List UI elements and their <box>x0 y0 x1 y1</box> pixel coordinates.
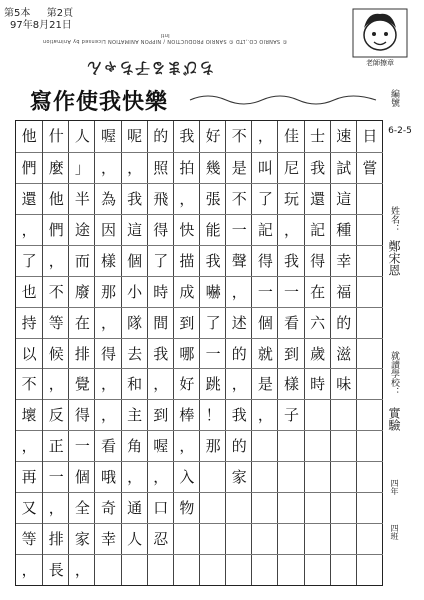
title-flourish <box>188 92 378 106</box>
grid-cell <box>200 492 226 524</box>
grid-cell: 照 <box>148 152 174 184</box>
grid-cell <box>174 554 200 586</box>
name-label: 姓名： <box>389 205 399 233</box>
grid-cell <box>200 554 226 586</box>
school-label: 就讀學校： <box>389 350 399 396</box>
grid-cell: 全 <box>69 492 95 524</box>
grid-cell: 半 <box>69 183 95 215</box>
grid-cell: 一 <box>226 214 252 246</box>
grid-cell: ， <box>69 554 95 586</box>
grid-cell: 就 <box>252 338 278 370</box>
grid-cell <box>357 368 383 400</box>
grid-cell: 了 <box>148 245 174 277</box>
grid-cell: 我 <box>179 127 195 145</box>
grid-cell: 佳 <box>283 127 299 145</box>
grid-cell: ， <box>95 368 121 400</box>
class-label: 四班 <box>390 524 399 540</box>
copyright-line: © SANRIO CO.,LTD © SANRIO PRODUCTION / NIPPON ANIMATION Licensed by Animation Intl <box>42 32 288 44</box>
grid-cell: 了 <box>16 245 42 277</box>
grid-cell <box>278 554 304 586</box>
grid-cell: 奇 <box>95 492 121 524</box>
grid-cell <box>278 430 304 462</box>
grid-column <box>16 121 42 585</box>
grid-cell <box>331 430 357 462</box>
grid-cell: ， <box>16 430 42 462</box>
grid-cell <box>331 554 357 586</box>
grid-cell: 我 <box>278 245 304 277</box>
grid-cell: 又 <box>16 492 42 524</box>
grid-cell: 在 <box>69 307 95 339</box>
grid-cell: 的 <box>331 307 357 339</box>
grid-column <box>94 121 121 585</box>
grid-cell: 一 <box>200 338 226 370</box>
grid-cell: 個 <box>252 307 278 339</box>
grid-cell: 速 <box>336 127 352 145</box>
grid-cell: 不 <box>43 276 69 308</box>
grid-cell: ， <box>226 276 252 308</box>
grid-cell: 候 <box>43 338 69 370</box>
grid-cell: 我 <box>305 152 331 184</box>
grid-column <box>121 121 148 585</box>
grid-cell: 好 <box>205 127 221 145</box>
grid-cell <box>278 461 304 493</box>
grid-cell: 嘗 <box>357 152 383 184</box>
cartoon-face-icon <box>352 8 408 58</box>
grid-cell <box>357 523 383 555</box>
grid-cell: 喔 <box>148 430 174 462</box>
grid-cell: 味 <box>331 368 357 400</box>
grid-cell: 時 <box>305 368 331 400</box>
grid-cell: 歲 <box>305 338 331 370</box>
grid-cell: 人 <box>122 523 148 555</box>
grid-cell: 棒 <box>174 399 200 431</box>
grid-cell: 幸 <box>95 523 121 555</box>
grid-cell: 得 <box>252 245 278 277</box>
grid-cell: 時 <box>148 276 174 308</box>
grid-cell: 家 <box>226 461 252 493</box>
grid-cell <box>252 461 278 493</box>
grid-cell: 樣 <box>278 368 304 400</box>
grid-cell: 也 <box>16 276 42 308</box>
grid-cell <box>305 461 331 493</box>
grid-cell: 通 <box>122 492 148 524</box>
grid-cell: ， <box>226 368 252 400</box>
serial-number: 6-2-5 <box>388 126 412 136</box>
grid-cell <box>122 554 148 586</box>
grid-cell: 玩 <box>278 183 304 215</box>
grid-cell <box>357 307 383 339</box>
grid-cell: 飛 <box>148 183 174 215</box>
grid-cell <box>331 523 357 555</box>
grid-cell: 種 <box>331 214 357 246</box>
grid-cell: 六 <box>305 307 331 339</box>
grid-cell: 得 <box>95 338 121 370</box>
grid-cell: 拍 <box>174 152 200 184</box>
grid-cell <box>200 461 226 493</box>
grid-cell: ， <box>95 399 121 431</box>
grid-cell: ， <box>278 214 304 246</box>
grade-label: 四年 <box>390 479 399 495</box>
grid-cell <box>357 183 383 215</box>
student-name: 鄭宋恩 <box>387 240 401 276</box>
grid-cell: 這 <box>331 183 357 215</box>
grid-cell: ！ <box>200 399 226 431</box>
grid-cell: ， <box>16 554 42 586</box>
grid-cell: 物 <box>174 492 200 524</box>
grid-cell: 壞 <box>16 399 42 431</box>
grid-cell <box>226 554 252 586</box>
grid-cell <box>305 523 331 555</box>
grid-column <box>225 121 252 585</box>
grid-cell <box>226 523 252 555</box>
grid-cell <box>357 276 383 308</box>
grid-cell: 持 <box>16 307 42 339</box>
grid-cell <box>357 245 383 277</box>
grid-cell: 不 <box>231 127 247 145</box>
grid-cell <box>331 399 357 431</box>
grid-cell: ， <box>43 492 69 524</box>
grid-column <box>199 121 226 585</box>
grid-cell <box>252 554 278 586</box>
grid-cell: 到 <box>174 307 200 339</box>
grid-cell: ， <box>257 127 273 145</box>
grid-cell: ， <box>122 152 148 184</box>
grid-cell: 呢 <box>127 127 143 145</box>
grid-cell: 」 <box>69 152 95 184</box>
grid-cell: 人 <box>74 127 90 145</box>
grid-cell: 因 <box>95 214 121 246</box>
grid-cell <box>357 214 383 246</box>
grid-cell: 等 <box>43 307 69 339</box>
grid-cell: 描 <box>174 245 200 277</box>
grid-cell: ， <box>252 399 278 431</box>
grid-column <box>173 121 200 585</box>
grid-cell: 小 <box>122 276 148 308</box>
grid-cell: ， <box>174 183 200 215</box>
grid-cell: 為 <box>95 183 121 215</box>
grid-cell: 得 <box>148 214 174 246</box>
grid-cell: 喔 <box>100 127 116 145</box>
grid-cell: 不 <box>226 183 252 215</box>
grid-cell <box>331 461 357 493</box>
grid-cell <box>252 523 278 555</box>
grid-cell: 記 <box>305 214 331 246</box>
school-name: 實驗 <box>387 407 401 431</box>
grid-cell: 麼 <box>43 152 69 184</box>
grid-cell: 這 <box>122 214 148 246</box>
grid-cell: 和 <box>122 368 148 400</box>
grid-cell: 排 <box>43 523 69 555</box>
grid-cell: 我 <box>148 338 174 370</box>
grid-cell: 個 <box>69 461 95 493</box>
grid-cell <box>331 492 357 524</box>
grid-cell: 家 <box>69 523 95 555</box>
grid-cell: 聲 <box>226 245 252 277</box>
grid-cell: 得 <box>69 399 95 431</box>
grid-cell: 一 <box>69 430 95 462</box>
grid-cell <box>305 399 331 431</box>
grid-cell: 日 <box>362 127 378 145</box>
grid-cell: 一 <box>43 461 69 493</box>
grid-cell: 了 <box>252 183 278 215</box>
grid-cell: 了 <box>200 307 226 339</box>
grid-column <box>42 121 69 585</box>
writing-grid <box>15 120 383 586</box>
grid-cell: 看 <box>278 307 304 339</box>
grid-cell: 那 <box>95 276 121 308</box>
grid-cell: 的 <box>226 430 252 462</box>
teacher-stamp-box <box>352 8 408 72</box>
grid-cell <box>305 492 331 524</box>
grid-cell: 去 <box>122 338 148 370</box>
grid-cell: 而 <box>69 245 95 277</box>
grid-column <box>147 121 174 585</box>
grid-cell: 廢 <box>69 276 95 308</box>
grid-cell: 嚇 <box>200 276 226 308</box>
grid-cell: 記 <box>252 214 278 246</box>
grid-cell: 哪 <box>174 338 200 370</box>
grid-cell: 叫 <box>252 152 278 184</box>
grid-cell: ， <box>122 461 148 493</box>
grid-cell: 幾 <box>200 152 226 184</box>
header-bar <box>4 4 74 31</box>
grid-cell <box>357 338 383 370</box>
grid-cell: 再 <box>16 461 42 493</box>
grid-cell: 還 <box>305 183 331 215</box>
grid-column <box>251 121 278 585</box>
grid-column <box>304 121 331 585</box>
grid-cell: 他 <box>21 127 37 145</box>
grid-cell <box>357 461 383 493</box>
grid-cell: ， <box>174 430 200 462</box>
grid-cell: 好 <box>174 368 200 400</box>
grid-cell: 正 <box>43 430 69 462</box>
serial-label: 編號 <box>389 89 399 107</box>
page-number: 第2頁 <box>46 8 74 19</box>
grid-cell: 快 <box>174 214 200 246</box>
grid-cell: ， <box>95 307 121 339</box>
grid-cell: 們 <box>16 152 42 184</box>
grid-cell: 張 <box>200 183 226 215</box>
grid-cell: 主 <box>122 399 148 431</box>
grid-cell: 口 <box>148 492 174 524</box>
grid-cell: 看 <box>95 430 121 462</box>
grid-cell: 一 <box>252 276 278 308</box>
grid-cell: 不 <box>16 368 42 400</box>
grid-cell: 樣 <box>95 245 121 277</box>
grid-cell <box>305 430 331 462</box>
grid-cell: 那 <box>200 430 226 462</box>
grid-cell: 在 <box>305 276 331 308</box>
grid-cell: 的 <box>226 338 252 370</box>
grid-cell: ， <box>148 368 174 400</box>
grid-cell: 長 <box>43 554 69 586</box>
grid-cell: 角 <box>122 430 148 462</box>
grid-cell: 途 <box>69 214 95 246</box>
book-number: 第5本 <box>4 8 31 19</box>
grid-cell: 覺 <box>69 368 95 400</box>
grid-column <box>330 121 357 585</box>
grid-cell <box>174 523 200 555</box>
grid-cell: 間 <box>148 307 174 339</box>
grid-cell: 福 <box>331 276 357 308</box>
grid-cell: 的 <box>153 127 169 145</box>
grid-cell: 他 <box>43 183 69 215</box>
grid-cell: 成 <box>174 276 200 308</box>
grid-cell: 以 <box>16 338 42 370</box>
grid-column <box>356 121 383 585</box>
date-line: 97年8月21日 <box>10 20 72 31</box>
grid-cell: 入 <box>174 461 200 493</box>
grid-cell: 士 <box>310 127 326 145</box>
grid-cell: 到 <box>148 399 174 431</box>
grid-cell: ， <box>43 368 69 400</box>
grid-cell <box>252 430 278 462</box>
grid-cell <box>278 523 304 555</box>
grid-cell <box>278 492 304 524</box>
grid-cell: 跳 <box>200 368 226 400</box>
grid-cell: 我 <box>200 245 226 277</box>
grid-cell: 尼 <box>278 152 304 184</box>
grid-cell <box>252 492 278 524</box>
grid-cell: 反 <box>43 399 69 431</box>
grid-column <box>68 121 95 585</box>
grid-cell: ， <box>16 214 42 246</box>
grid-cell: 排 <box>69 338 95 370</box>
grid-cell: 還 <box>16 183 42 215</box>
grid-cell: 一 <box>278 276 304 308</box>
grid-cell <box>95 554 121 586</box>
grid-cell: 們 <box>43 214 69 246</box>
grid-cell: 能 <box>200 214 226 246</box>
grid-cell: 幸 <box>331 245 357 277</box>
grid-cell <box>357 430 383 462</box>
grid-cell <box>305 554 331 586</box>
grid-cell: 什 <box>48 127 64 145</box>
grid-cell <box>357 554 383 586</box>
grid-cell: 等 <box>16 523 42 555</box>
grid-cell: 個 <box>122 245 148 277</box>
grid-cell: 是 <box>252 368 278 400</box>
grid-cell <box>226 492 252 524</box>
grid-column <box>277 121 304 585</box>
grid-cell <box>357 399 383 431</box>
grid-cell: 滋 <box>331 338 357 370</box>
brand-logo-text: ちびまる子ちゃん <box>86 59 215 77</box>
grid-cell: 是 <box>226 152 252 184</box>
grid-cell: 我 <box>122 183 148 215</box>
grid-cell: 得 <box>305 245 331 277</box>
grid-cell: 述 <box>226 307 252 339</box>
essay-title: 寫作使我快樂 <box>30 89 169 115</box>
grid-cell: 隊 <box>122 307 148 339</box>
grid-cell: 到 <box>278 338 304 370</box>
grid-cell <box>148 554 174 586</box>
grid-cell: 哦 <box>95 461 121 493</box>
grid-cell: 試 <box>331 152 357 184</box>
stamp-caption: 老師擦章 <box>366 59 394 67</box>
grid-cell: ， <box>43 245 69 277</box>
grid-cell: ， <box>148 461 174 493</box>
grid-cell: 子 <box>278 399 304 431</box>
grid-cell: 我 <box>226 399 252 431</box>
grid-cell: ， <box>95 152 121 184</box>
grid-cell <box>357 492 383 524</box>
grid-cell: 忍 <box>148 523 174 555</box>
grid-cell <box>200 523 226 555</box>
